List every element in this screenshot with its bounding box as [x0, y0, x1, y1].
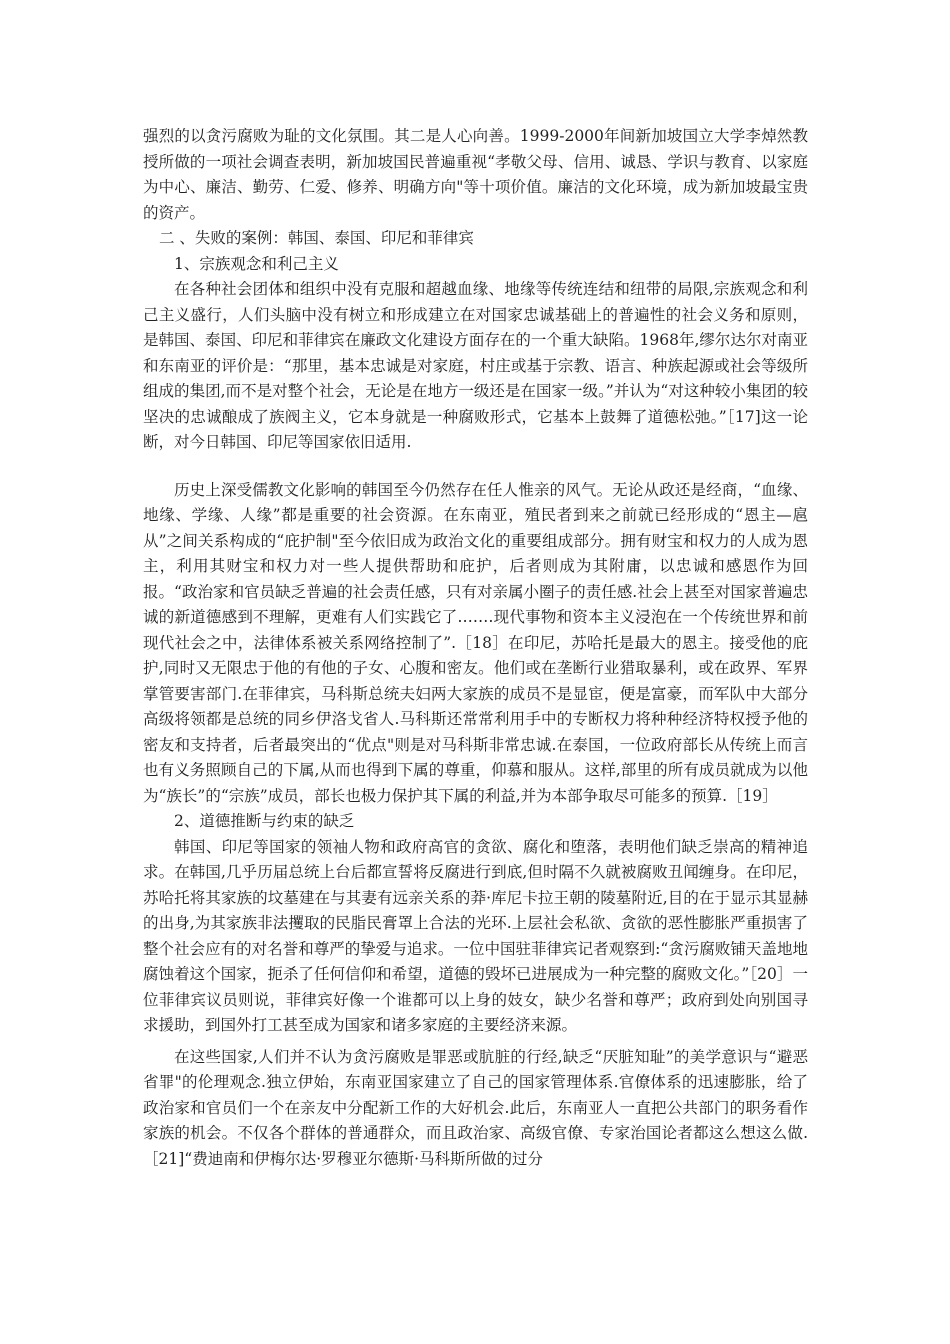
subsection-heading-morality: 2、道德推断与约束的缺乏 [174, 812, 355, 830]
paragraph-corruption-view: 在这些国家,人们并不认为贪污腐败是罪恶或肮脏的行经,缺乏“厌脏知耻”的美学意识与“避恶省罪"的伦理观念.独立伊始，东南亚国家建立了自己的国家管理体系.官僚体系的迅速膨胀，给了政治家和官员们一个在亲友中分配新工作的大好机会.此后，东南亚人一直把公共部门的职务看作家族的机会。不仅各个群体的普通群众，而且政治家、高级官僚、专家治国论者都这么想这么做.［21]“费迪南和伊梅尔达·罗穆亚尔德斯·马科斯所做的过分 [143, 1047, 808, 1168]
section-heading-failure-cases: 二 、失败的案例：韩国、泰国、印尼和菲律宾 [159, 229, 474, 247]
paragraph-clan-concept: 在各种社会团体和组织中没有克服和超越血缘、地缘等传统连结和纽带的局限,宗族观念和利己主义盛行，人们头脑中没有树立和形成建立在对国家忠诚基础上的普遍性的社会义务和原则， 是韩国、泰国、印尼和菲律宾在廉政文化建设方面存在的一个重大缺陷。1968年,缪尔达尔对南亚和东南亚的评价是：“那里，基本忠诚是对家庭，村庄或基于宗教、语言、种族起源或社会等级所组成的集团,而不是对整个社会，无论是在地方一级还是在国家一级。”并认为“对这种较小集团的较坚决的忠诚酿成了族阀主义，它本身就是一种腐败形式，它基本上鼓舞了道德松弛。”［17]这一论断，对今日韩国、印尼等国家依旧适用. [143, 280, 808, 451]
paragraph-singapore-culture: 强烈的以贪污腐败为耻的文化氛围。其二是人心向善。1999-2000年间新加坡国立大学李焯然教授所做的一项社会调查表明，新加坡国民普遍重视“孝敬父母、信用、诚恳、学识与教育、以家庭为中心、廉洁、勤劳、仁爱、修养、明确方向"等十项价值。廉洁的文化环境，成为新加坡最宝贵的资产。 [143, 127, 808, 222]
paragraph-spacer [143, 456, 808, 478]
paragraph-patronage: 历史上深受儒教文化影响的韩国至今仍然存在任人惟亲的风气。无论从政还是经商，“血缘、地缘、学缘、人缘”都是重要的社会资源。在东南亚，殖民者到来之前就已经形成的“恩主—扈从”之间关系构成的“庇护制"至今依旧成为政治文化的重要组成部分。拥有财宝和权力的人成为恩主，利用其财宝和权力对一些人提供帮助和庇护，后者则成为其附庸，以忠诚和感恩作为回报。“政治家和官员缺乏普遍的社会责任感，只有对亲属小圈子的责任感.社会上甚至对国家普遍忠诚的新道德感到不理解，更难有人们实践它了.……现代事物和资本主义浸泡在一个传统世界和前现代社会之中，法律体系被关系网络控制了”.［18］在印尼，苏哈托是最大的恩主。接受他的庇护,同时又无限忠于他的有他的子女、心腹和密友。他们或在垄断行业猎取暴利，或在政界、军界掌管要害部门.在菲律宾，马科斯总统夫妇两大家族的成员不是显宦，便是富豪，而军队中大部分高级将领都是总统的同乡伊洛戈省人.马科斯还常常利用手中的专断权力将种种经济特权授予他的密友和支持者，后者最突出的“优点"则是对马科斯非常忠诚.在泰国，一位政府部长从传统上而言也有义务照顾自己的下属,从而也得到下属的尊重，仰慕和服从。这样,部里的所有成员就成为以他为“族长”的“宗族”成员，部长也极力保护其下属的利益,并为本部争取尽可能多的预算.［19］ [143, 480, 808, 805]
paragraph-moral-lack: 韩国、印尼等国家的领袖人物和政府高官的贪欲、腐化和堕落，表明他们缺乏崇高的精神追求。在韩国,几乎历届总统上台后都宣誓将反腐进行到底,但时隔不久就被腐败丑闻缠身。在印尼，苏哈托将其家族的坟墓建在与其妻有远亲关系的莽·库尼卡拉王朝的陵墓附近,目的在于显示其显赫的出身,为其家族非法攫取的民脂民膏罩上合法的光环.上层社会私欲、贪欲的恶性膨胀严重损害了整个社会应有的对名誉和尊严的挚爱与追求。一位中国驻菲律宾记者观察到:“贪污腐败铺天盖地地腐蚀着这个国家，扼杀了任何信仰和希望，道德的毁坏已进展成为一种完整的腐败文化。”［20］一位菲律宾议员则说，菲律宾好像一个谁都可以上身的妓女，缺少名誉和尊严；政府到处向别国寻求援助，到国外打工甚至成为国家和诸多家庭的主要经济来源。 [143, 837, 808, 1034]
subsection-heading-clan: 1、宗族观念和利己主义 [174, 254, 339, 273]
